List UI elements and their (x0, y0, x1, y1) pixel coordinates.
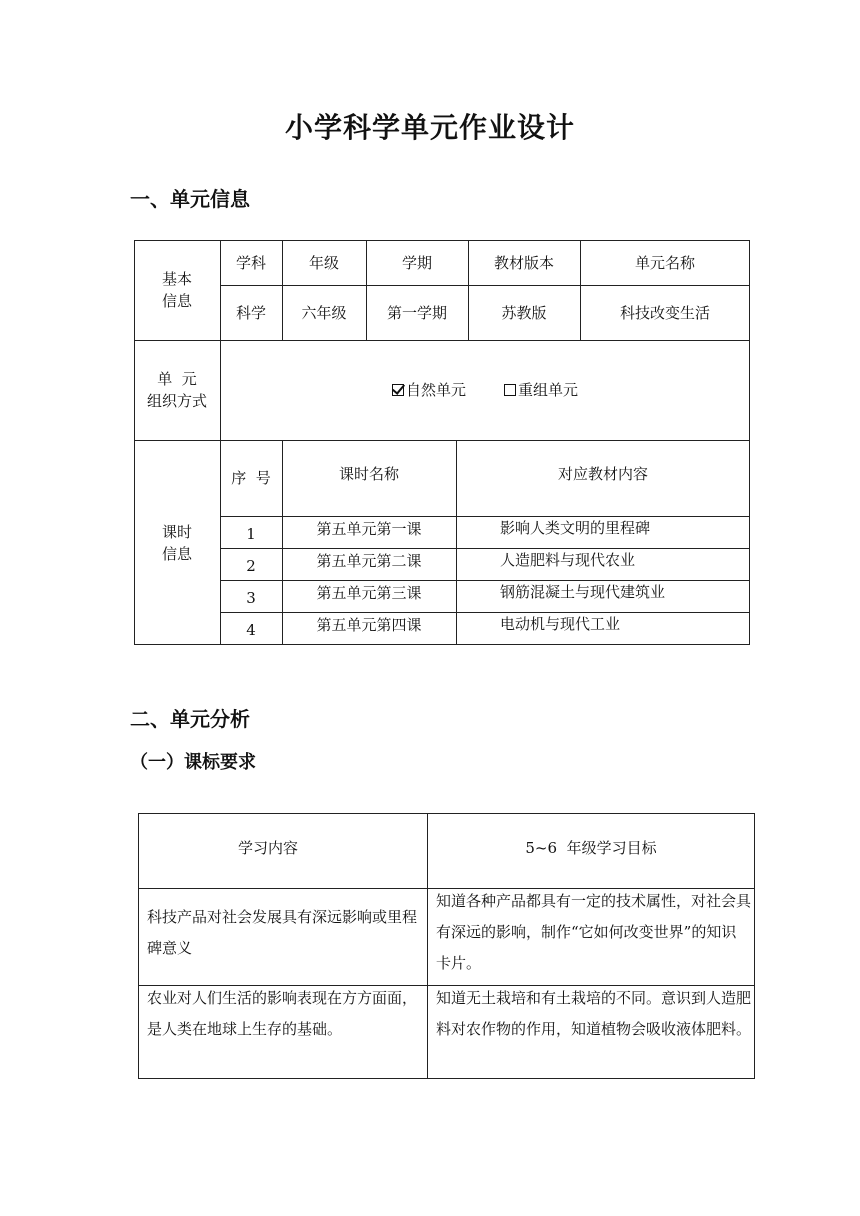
header-lesson-name: 课时名称 (338, 465, 399, 483)
lesson-info-label: 课时 信息 (161, 522, 192, 563)
lesson-name: 第五单元第四课 (316, 616, 422, 634)
regrouped-unit-option[interactable] (504, 379, 578, 401)
basic-info-label: 基本 信息 (161, 270, 192, 310)
standard-content: 科技产品对社会发展具有深远影响或里程碑意义 (147, 908, 418, 957)
header-content: 对应教材内容 (557, 465, 648, 483)
lesson-index: 1 (246, 525, 256, 543)
lesson-name: 第五单元第三课 (316, 584, 422, 602)
header-term: 学期 (401, 253, 432, 272)
value-grade: 六年级 (301, 303, 347, 322)
checked-checkbox-icon[interactable] (392, 384, 404, 396)
header-subject: 学科 (235, 253, 266, 272)
header-learning-content: 学习内容 (237, 839, 298, 857)
lesson-content: 人造肥料与现代农业 (500, 551, 636, 569)
lesson-content: 影响人类文明的里程碑 (500, 519, 651, 537)
lesson-index: 3 (246, 589, 256, 607)
regrouped-unit-label: 重组单元 (518, 381, 579, 399)
value-unit-name: 科技改变生活 (619, 303, 710, 322)
lesson-content: 钢筋混凝土与现代建筑业 (500, 583, 666, 601)
header-unit-name: 单元名称 (634, 253, 695, 272)
natural-unit-label: 自然单元 (405, 381, 466, 399)
page-title: 小学科学单元作业设计 (284, 111, 575, 144)
org-label: 单 元 组织方式 (146, 370, 207, 410)
subsection-heading-standards: （一）课标要求 (130, 752, 256, 773)
standard-goal: 知道无土栽培和有土栽培的不同。意识到人造肥料对农作物的作用，知道植物会吸收液体肥料。 (436, 989, 752, 1038)
value-subject: 科学 (235, 303, 266, 322)
header-learning-goals: 5~6 年级学习目标 (525, 839, 657, 857)
value-term: 第一学期 (386, 303, 447, 322)
header-index: 序 号 (231, 469, 271, 487)
org-options (220, 340, 750, 440)
value-edition: 苏教版 (501, 303, 547, 322)
lesson-index: 2 (246, 557, 256, 575)
standard-content: 农业对人们生活的影响表现在方方面面，是人类在地球上生存的基础。 (147, 989, 418, 1038)
standard-goal: 知道各种产品都具有一定的技术属性，对社会具有深远的影响，制作“它如何改变世界”的知识卡片。 (436, 892, 752, 972)
lesson-name: 第五单元第一课 (316, 520, 422, 538)
lesson-content: 电动机与现代工业 (500, 615, 621, 633)
section-heading-unit-analysis: 二、单元分析 (130, 707, 250, 731)
section-heading-unit-info: 一、单元信息 (130, 187, 250, 211)
header-grade: 年级 (308, 253, 339, 272)
natural-unit-option[interactable] (392, 379, 466, 401)
unchecked-checkbox-icon[interactable] (504, 384, 516, 396)
lesson-index: 4 (246, 621, 256, 639)
header-edition: 教材版本 (493, 253, 554, 272)
lesson-name: 第五单元第二课 (316, 552, 422, 570)
